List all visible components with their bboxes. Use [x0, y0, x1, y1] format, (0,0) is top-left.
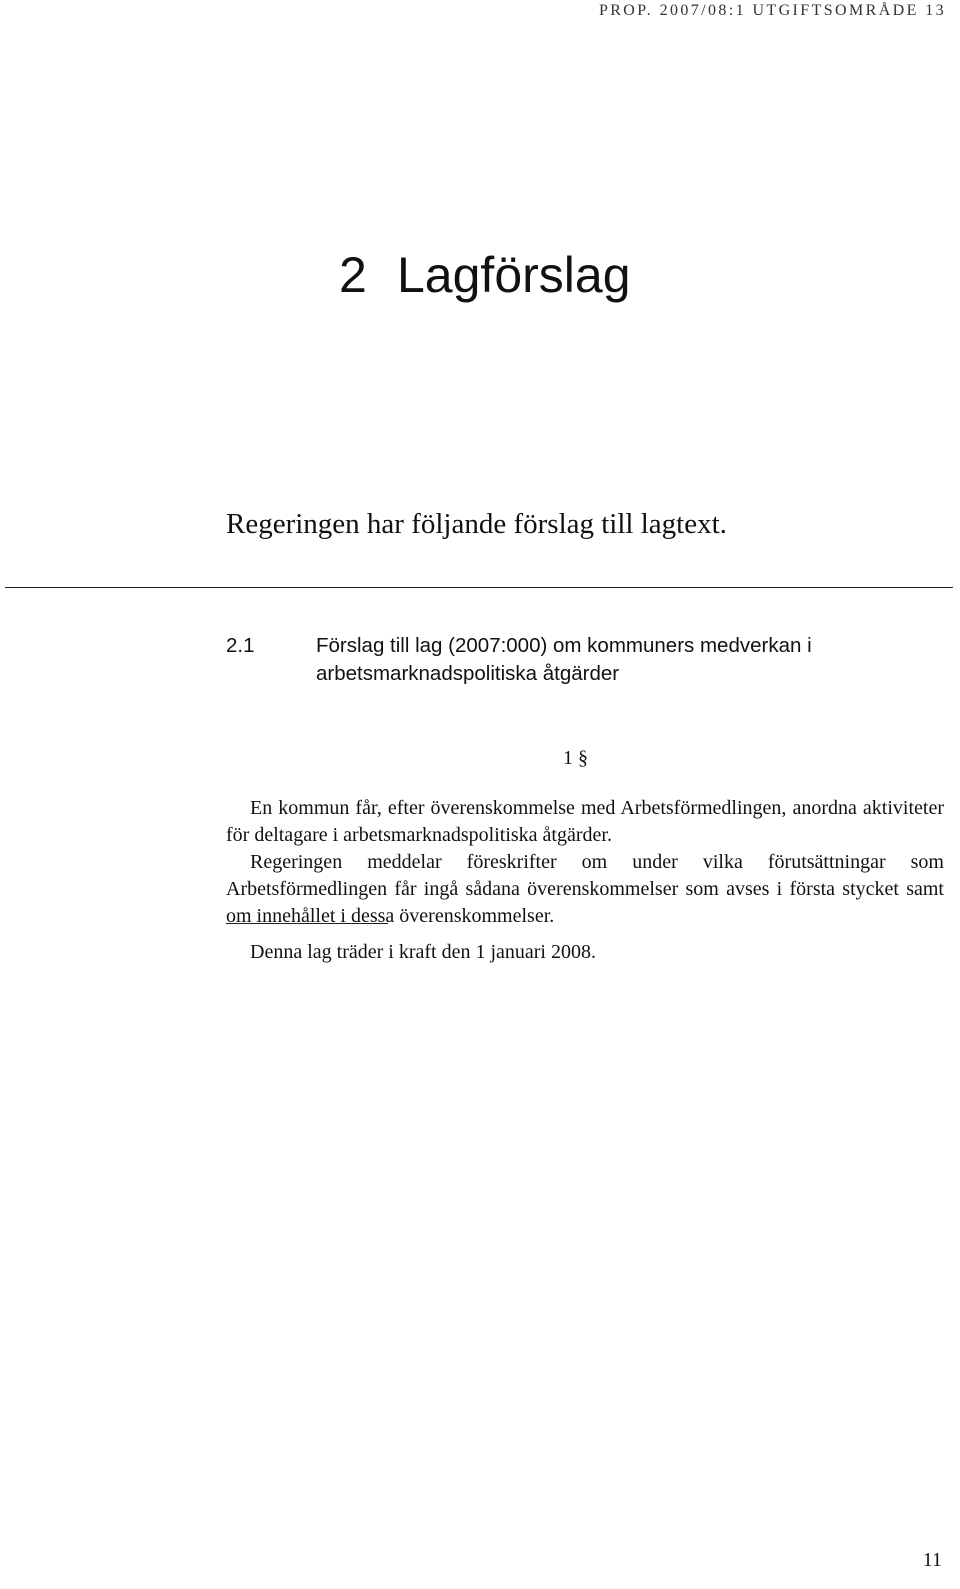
section-title: Förslag till lag (2007:000) om kommuners medverkan i arbetsmarknadspolitiska åtgärder — [316, 634, 812, 685]
law-paragraph-2: Regeringen meddelar föreskrifter om under vilka förutsättningar som Arbetsförmedlingen får ingå sådana överenskommelser som avses i första stycket samt om innehållet i dessa överenskommelser. — [226, 851, 944, 927]
section-heading — [226, 632, 956, 688]
transition-divider — [226, 923, 388, 924]
section-number: 2.1 — [226, 634, 255, 657]
running-header: PROP. 2007/08:1 UTGIFTSOMRÅDE 13 — [598, 2, 946, 19]
page-number: 11 — [922, 1549, 942, 1571]
entry-into-force-text: Denna lag träder i kraft den 1 januari 2008. — [250, 941, 596, 963]
law-paragraph-1: En kommun får, efter överenskommelse med Arbetsförmedlingen, anordna aktiviteter för deltagare i arbetsmarknadspolitiska åtgärder. — [226, 797, 944, 846]
paragraph-marker: 1 § — [563, 747, 588, 769]
law-text-body — [226, 795, 944, 930]
chapter-number: 2 — [339, 247, 367, 303]
chapter-title: Lagförslag — [397, 247, 631, 303]
intro-text: Regeringen har följande förslag till lagtext. — [226, 508, 727, 540]
section-divider — [5, 587, 953, 588]
chapter-heading — [339, 246, 631, 304]
